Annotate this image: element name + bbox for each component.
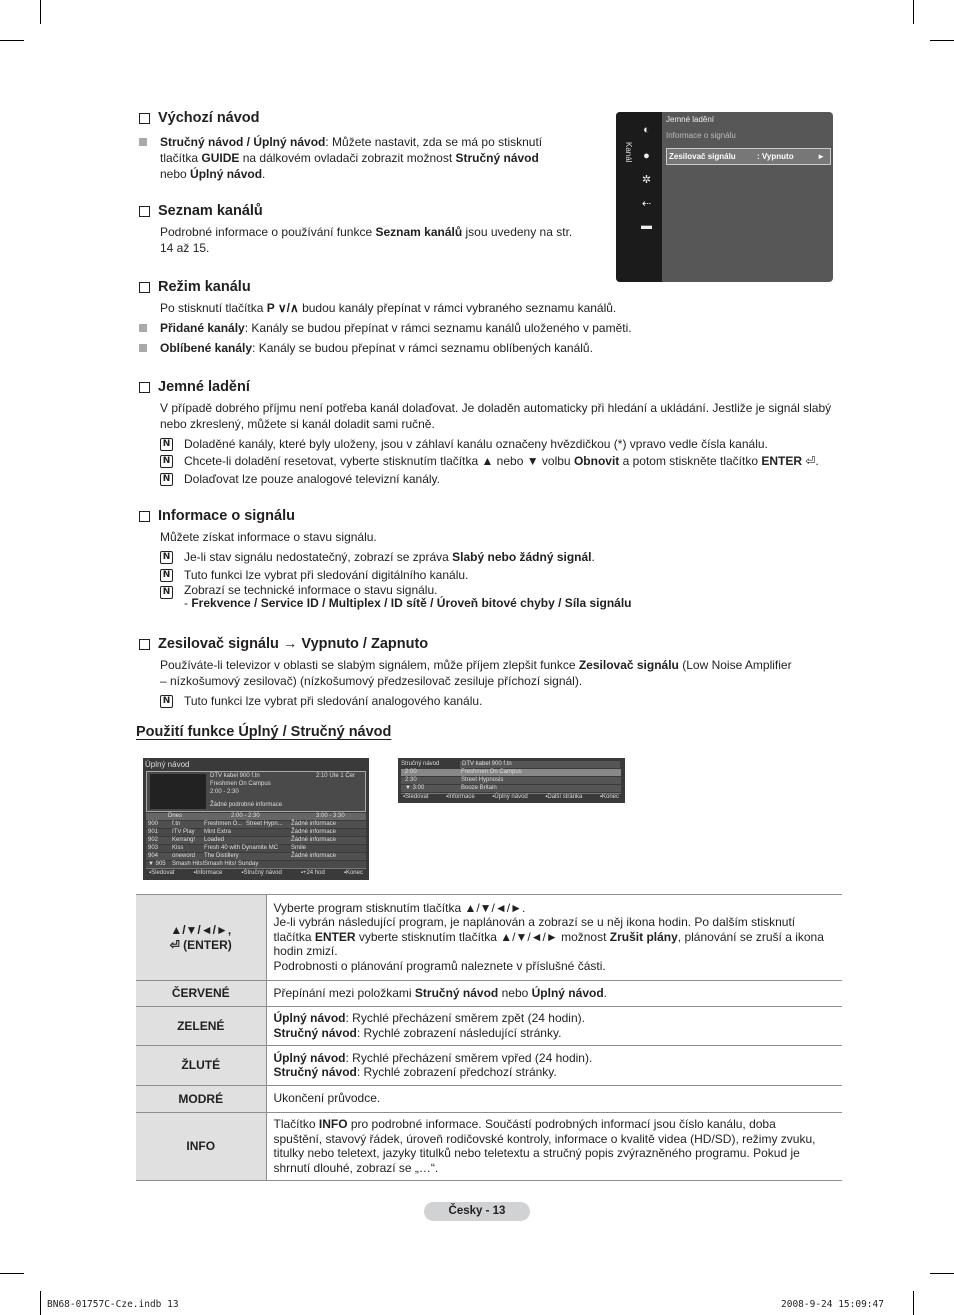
key-description-cell: Úplný návod: Rychlé přecházení směrem zpět (24 hodin). Stručný návod: Rychlé zobrazení následující stránky. <box>266 1007 842 1046</box>
guide-footer-button[interactable]: ▪Informace <box>445 794 475 800</box>
note-item: N Tuto funkci lze vybrat při sledování analogového kanálu. <box>160 693 482 709</box>
paragraph: Používáte-li televizor v oblasti se slabým signálem, může příjem zlepšit funkce Zesilovač signálu (Low Noise Amplifier – nízkošumový zesilovač) (nízkošumový předzesilovač zesiluje příchozí signál). <box>160 658 792 688</box>
note-icon: N <box>160 569 173 582</box>
guide-row[interactable]: 2:30 Street Hypnosis <box>401 777 621 784</box>
bullet-item: Přidané kanály: Kanály se budou přepínat v rámci seznamu kanálů uloženého v paměti. <box>139 320 632 336</box>
key-table-row <box>136 1086 842 1113</box>
input-icon: ⇠ <box>641 198 652 210</box>
osd-side-label: Kanál <box>624 142 633 163</box>
crop-mark <box>930 40 954 41</box>
note-item: N Tuto funkci lze vybrat při sledování digitálního kanálu. <box>160 567 468 583</box>
guide-row[interactable]: 900 f.tn Freshmen O... Street Hypn... Žádné informace <box>146 821 366 828</box>
key-table-row <box>136 1113 842 1181</box>
key-table-row <box>136 895 842 981</box>
note-icon: N <box>160 455 173 468</box>
section-heading: Informace o signálu <box>139 508 295 524</box>
guide-footer-button[interactable]: ▪Konec <box>599 794 619 800</box>
section-heading: Výchozí návod <box>139 110 260 126</box>
key-name-cell: ŽLUTÉ <box>136 1046 266 1086</box>
osd-row-fine-tune[interactable]: Jemné ladění <box>666 115 715 124</box>
paragraph: Po stisknutí tlačítka P ∨/∧ budou kanály přepínat v rámci vybraného seznamu kanálů. <box>160 301 617 315</box>
guide-row[interactable]: 902 Kerrang! Loaded Žádné informace <box>146 837 366 844</box>
guide-row[interactable]: ▼ 3:00 Booze Britain <box>401 785 621 792</box>
guide-footer-button[interactable]: ▪Další stránka <box>545 794 583 800</box>
paragraph: Můžete získat informace o stavu signálu. <box>160 530 377 544</box>
guide-footer-button[interactable]: ▪Sledovat <box>149 870 175 876</box>
guide-footer-button[interactable]: ▪Informace <box>193 870 223 876</box>
key-description-cell: Tlačítko INFO pro podrobné informace. Součástí podrobných informací jsou číslo kanálu, doba spuštění, stavový řádek, úroveň rodičovské kontroly, informace o kvalitě videa (HD/SD), režimy zvuku, titulky nebo teletext, jazyky titulků nebo teletextu a stručný popis zvýrazněného programu. Pokud je shrnutí dlouhé, zobrazí se „…“. <box>266 1113 842 1181</box>
key-description-cell: Vyberte program stisknutím tlačítka ▲/▼/◄/►. Je-li vybrán následující program, je naplánován a zobrazí se u něj ikona hodin. Po dalším stisknutí tlačítka ENTER vyberte stisknutím tlačítka ▲/▼/◄/► možnost Zrušit plány, plánování se zruší a ikona hodin zmizí. Podrobnosti o plánování programů naleznete v příslušné části. <box>266 895 842 981</box>
note-item: N Dolaďovat lze pouze analogové televizní kanály. <box>160 471 440 487</box>
crop-mark <box>0 1273 24 1274</box>
page-number-badge: Česky - 13 <box>424 1202 530 1221</box>
guide-row[interactable]: 903 Kiss Fresh 40 with Dynamite MC Smile <box>146 845 366 852</box>
guide-footer-button[interactable]: ▪Konec <box>343 870 363 876</box>
guide-footer-button[interactable]: ▪Sledovat <box>403 794 429 800</box>
guide-row[interactable]: 2:00 Freshmen On Campus <box>401 769 621 776</box>
crop-mark <box>0 40 24 41</box>
bullet-item: Stručný návod / Úplný návod: Můžete nastavit, zda se má po stisknutí tlačítka GUIDE na dálkovém ovladači zobrazit možnost Stručný návod nebo Úplný návod. <box>139 134 609 182</box>
crop-mark <box>913 1291 914 1315</box>
remote-key-table <box>136 894 842 1181</box>
sound-icon: ● <box>643 150 650 162</box>
guide-footer-button[interactable]: ▪Úplný návod <box>492 794 528 800</box>
crop-mark <box>40 1291 41 1315</box>
key-description-cell: Ukončení průvodce. <box>266 1086 842 1113</box>
usage-heading: Použití funkce Úplný / Stručný návod <box>136 724 392 740</box>
note-icon: N <box>160 473 173 486</box>
section-heading: Režim kanálu <box>139 279 251 295</box>
setup-gear-icon: ✲ <box>641 174 652 186</box>
key-name-cell: ZELENÉ <box>136 1007 266 1046</box>
note-icon: N <box>160 551 173 564</box>
section-heading: Zesilovač signálu → Vypnuto / Zapnuto <box>139 636 428 652</box>
key-table-row <box>136 1007 842 1046</box>
osd-row-signal-booster[interactable]: Zesilovač signálu : Vypnuto ► <box>666 148 831 165</box>
note-item: N Zobrazí se technické informace o stavu signálu. - Frekvence / Service ID / Multiplex / ID sítě / Úroveň bitové chyby / Síla signálu <box>160 584 632 609</box>
picture-icon: ◐ <box>643 124 650 136</box>
guide-row[interactable]: 901 ITV Play Mint Extra Žádné informace <box>146 829 366 836</box>
footer-date: 2008-9-24 15:09:47 <box>781 1299 884 1310</box>
crop-mark <box>40 0 41 24</box>
channel-menu-osd <box>616 112 833 282</box>
key-description-cell: Úplný návod: Rychlé přecházení směrem vpřed (24 hodin). Stručný návod: Rychlé zobrazení předchozí stránky. <box>266 1046 842 1086</box>
key-name-cell: INFO <box>136 1113 266 1181</box>
key-description-cell: Přepínání mezi položkami Stručný návod nebo Úplný návod. <box>266 981 842 1007</box>
key-name-cell: MODRÉ <box>136 1086 266 1113</box>
paragraph: V případě dobrého příjmu není potřeba kanál dolaďovat. Je doladěn automaticky při hledání a ukládání. Jestliže je signál slabý nebo zkreslený, můžete si kanál doladit sami ručně. <box>160 401 832 431</box>
enter-icon: ⏎ <box>169 937 184 952</box>
key-table-row <box>136 981 842 1007</box>
application-icon: ▬ <box>641 220 652 232</box>
note-item: N Doladěné kanály, které byly uloženy, jsou v záhlaví kanálu označeny hvězdičkou (*) vpravo vedle čísla kanálu. <box>160 436 768 452</box>
mini-guide-screenshot: Stručný návod DTV kabel 900 f.tn 2:00 Freshmen On Campus 2:30 Street Hypnosis ▼ 3:00 Booze Britain ▪Sledovat ▪Informace ▪Úplný návod ▪Další stránka ▪Konec <box>398 758 625 803</box>
key-table-row <box>136 1046 842 1086</box>
note-icon: N <box>160 438 173 451</box>
footer-file-name: BN68-01757C-Cze.indb 13 <box>47 1299 179 1310</box>
guide-row[interactable]: 904 oneword The Distillery Žádné informace <box>146 853 366 860</box>
osd-row-signal-info[interactable]: Informace o signálu <box>666 131 736 140</box>
crop-mark <box>930 1273 954 1274</box>
section-heading: Jemné ladění <box>139 379 250 395</box>
video-thumbnail <box>150 774 206 809</box>
note-item: N Chcete-li doladění resetovat, vyberte stisknutím tlačítka ▲ nebo ▼ volbu Obnovit a potom stiskněte tlačítko ENTER ⏎. <box>160 453 819 469</box>
section-heading: Seznam kanálů <box>139 203 263 219</box>
guide-footer-button[interactable]: ▪+24 hod <box>300 870 325 876</box>
paragraph: Podrobné informace o používání funkce Seznam kanálů jsou uvedeny na str. 14 až 15. <box>160 225 573 255</box>
guide-row[interactable]: ▼ 905 Smash Hits! Smash Hits! Sunday <box>146 861 366 868</box>
note-icon: N <box>160 586 173 599</box>
bullet-item: Oblíbené kanály: Kanály se budou přepínat v rámci seznamu oblíbených kanálů. <box>139 340 593 356</box>
crop-mark <box>913 0 914 24</box>
full-guide-screenshot: Úplný návod DTV kabel 900 f.tn 2:10 Úte 1 Čer Freshmen On Campus 2:00 - 2:30 Žádné podrobné informace Dnes 2:00 - 2:30 3:00 - 3:30 900 f.tn Freshmen O... Street Hypn... Žádné informace 901 ITV Play Mint Extra Žádné informace 902 Kerrang! Loaded Žádné informace 903 Kiss Fresh 40 with Dynamite MC Smile 904 oneword The Distillery Žádné informace ▼ 905 Smash Hits! Smash Hits! Sunday ▪Sledovat ▪Informace ▪Stručný návod ▪+24 hod ▪Konec <box>143 758 369 880</box>
guide-footer-button[interactable]: ▪Stručný návod <box>241 870 282 876</box>
note-item: N Je-li stav signálu nedostatečný, zobrazí se zpráva Slabý nebo žádný signál. <box>160 549 595 565</box>
key-name-cell: ▲/▼/◄/►, ⏎ (ENTER) <box>136 895 266 981</box>
note-icon: N <box>160 695 173 708</box>
key-name-cell: ČERVENÉ <box>136 981 266 1007</box>
